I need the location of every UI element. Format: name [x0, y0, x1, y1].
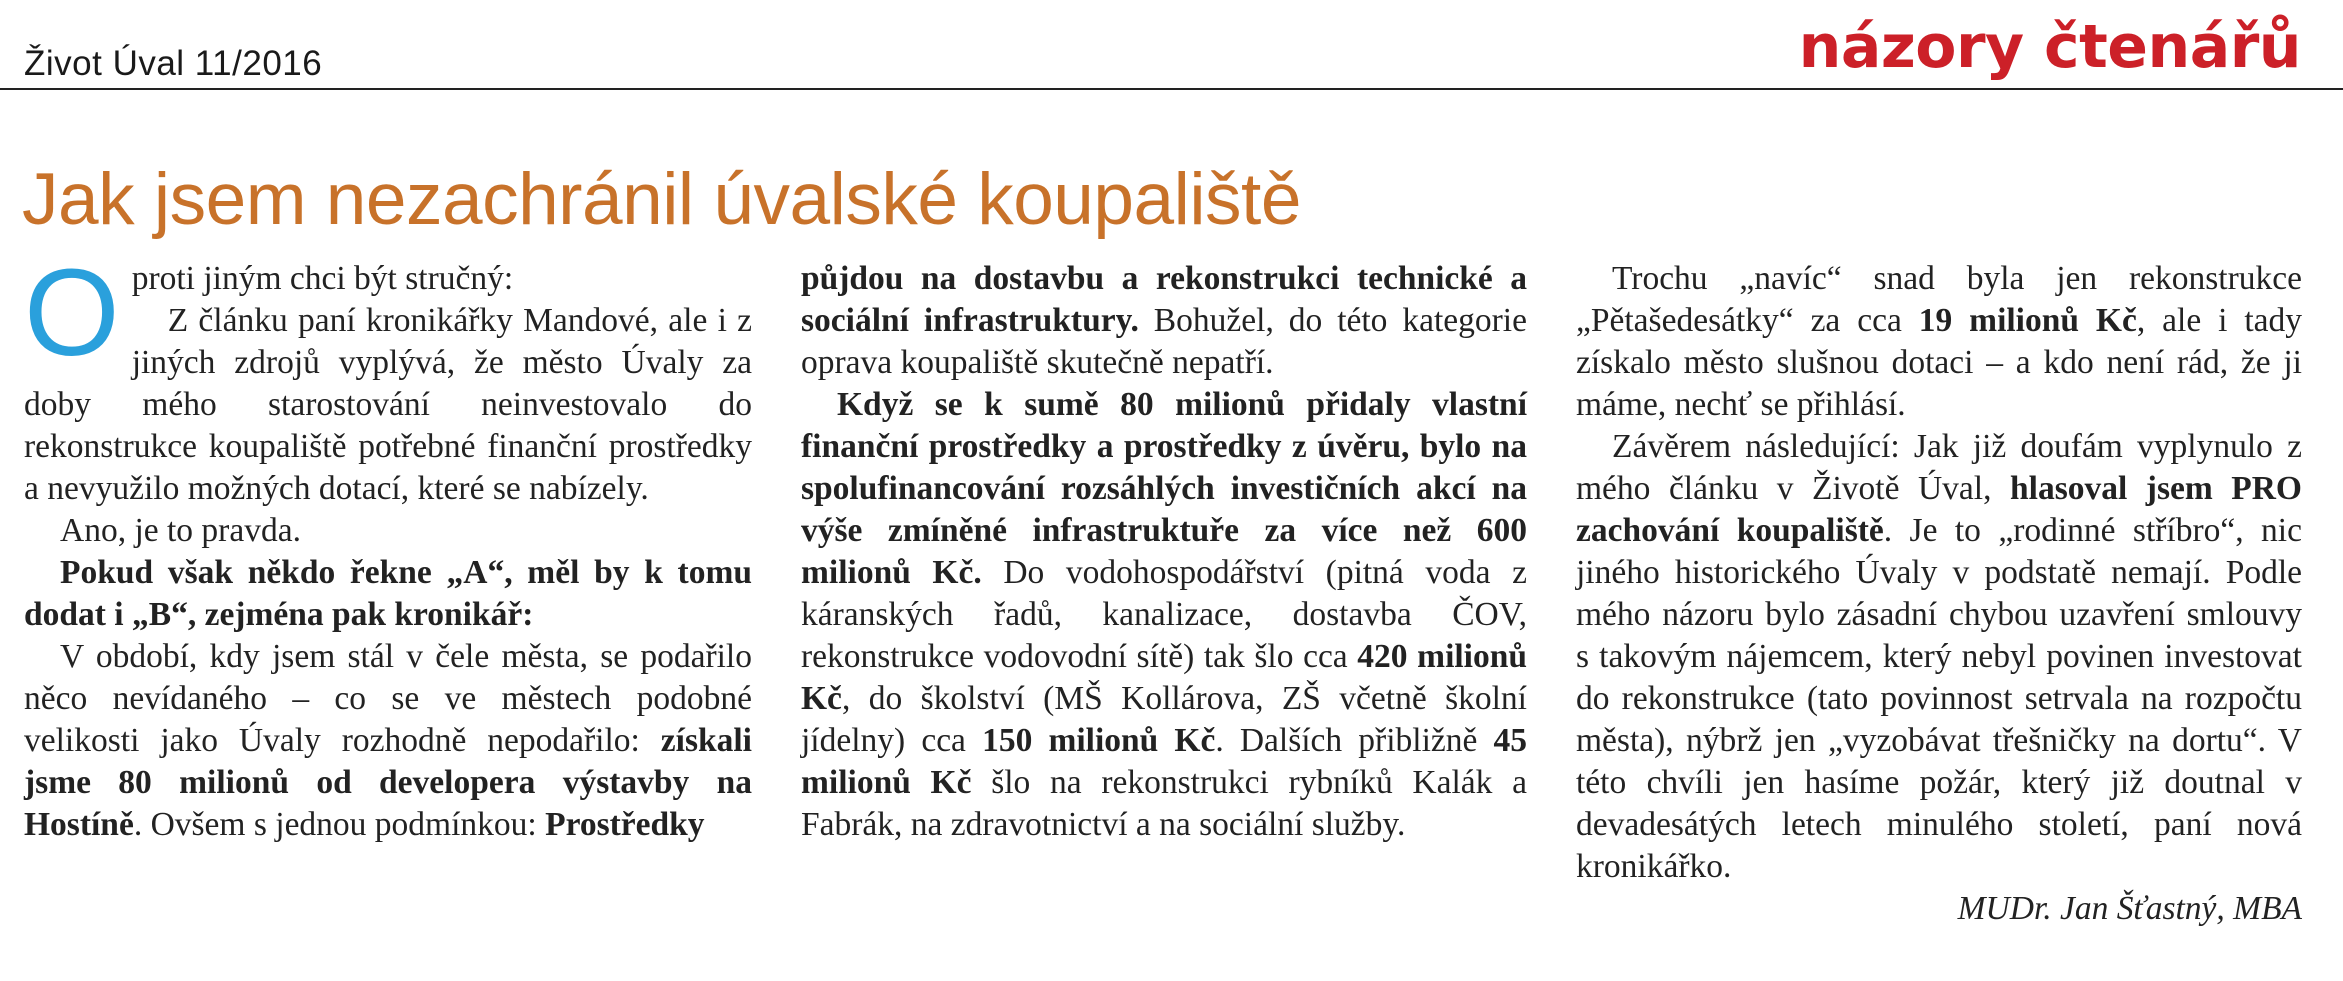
page-header — [0, 0, 2343, 90]
bold-text: 19 milionů Kč — [1918, 302, 2137, 339]
paragraph: Z článku paní kronikářky Mandové, ale i z jiných zdrojů vyplývá, že město Úvaly za doby mého starostování neinvestovalo do rekonstrukce koupaliště potřebné finanční prostředky a nevyužilo možných dotací, které se nabízely. — [24, 302, 752, 507]
drop-cap: O — [24, 245, 120, 382]
paragraph-text: šlo na rekonstrukci rybníků Kalák a Fabrák, na zdravotnictví a na sociální služby. — [801, 764, 1527, 843]
paragraph — [24, 552, 752, 636]
bold-text: získali jsme 80 milionů od developera výstavby na Hostíně — [24, 722, 752, 843]
paragraph-text: Trochu „navíc“ snad byla jen rekonstrukce „Pětašedesátky“ za cca — [1576, 260, 2302, 339]
bold-text: Pokud však někdo řekne „A“, měl by k tomu dodat i „B“, zejména pak kronikář: — [24, 554, 752, 633]
article-column-2 — [801, 258, 1527, 846]
paragraph: Ano, je to pravda. — [60, 512, 301, 549]
paragraph-text: . Dalších přibližně — [1215, 722, 1494, 759]
bold-text: půjdou na dostavbu a rekonstrukci technické a sociální infrastruktury. — [801, 260, 1527, 339]
paragraph-text: , ale i tady získalo město slušnou dotaci – a kdo není rád, že ji máme, nechť se přihlásí. — [1576, 302, 2303, 423]
paragraph — [1576, 426, 2302, 888]
bold-text: Prostředky — [545, 806, 705, 843]
paragraph-text: proti jiným chci být stručný: — [131, 260, 514, 297]
paragraph-text: , do školství (MŠ Kollárova, ZŠ včetně školní jídelny) cca — [801, 680, 1527, 759]
article-column-1 — [24, 245, 752, 846]
paragraph-text: V období, kdy jsem stál v čele města, se podařilo něco nevídaného – co se ve městech podobné velikosti jako Úvaly rozhodně nepodařilo: — [24, 638, 752, 759]
bold-text: hlasoval jsem PRO zachování koupaliště — [1576, 470, 2302, 549]
paragraph-text: Do vodohospodářství (pitná voda z káranských řadů, kanalizace, dostavba ČOV, rekonstrukce vodovodní sítě) tak šlo cca — [801, 554, 1527, 675]
paragraph — [24, 245, 752, 382]
paragraph — [801, 384, 1527, 846]
paragraph-text: Bohužel, do této kategorie oprava koupaliště skutečně nepatří. — [801, 302, 1527, 381]
paragraph-text: Závěrem následující: Jak již doufám vyplynulo z mého článku v Životě Úval, — [1576, 428, 2302, 507]
author-signature: MUDr. Jan Šťastný, MBA — [1957, 890, 2302, 927]
paragraph — [801, 258, 1527, 384]
paragraph-text: . Je to „rodinné stříbro“, nic jiného historického Úvaly v podstatě nemají. Podle mého názoru bylo zásadní chybou uzavření smlouvy s takovým nájemcem, který nebyl povinen investovat do rekonstrukce (tato povinnost setrvala na rozpočtu města), nýbrž jen „vyzobávat třešničky na dortu“. V této chvíli jen hasíme požár, který již doutnal v devadesátých letech minulého století, paní nová kronikářko. — [1576, 512, 2302, 885]
article-column-3 — [1576, 258, 2302, 930]
section-title: názory čtenářů — [1798, 12, 2301, 82]
bold-text: 420 milionů Kč — [801, 638, 1527, 717]
bold-text: 150 milionů Kč — [982, 722, 1216, 759]
paragraph — [1576, 258, 2302, 426]
paragraph — [24, 636, 752, 846]
article-title: Jak jsem nezachránil úvalské koupaliště — [22, 159, 1301, 240]
issue-label: Život Úval 11/2016 — [24, 44, 323, 83]
bold-text: Když se k sumě 80 milionů přidaly vlastní finanční prostředky a prostředky z úvěru, bylo na spolufinancování rozsáhlých investičních akcí na výše zmíněné infrastruktuře za více než 600 milionů Kč. — [801, 386, 1527, 591]
paragraph-text: . Ovšem s jednou podmínkou: — [133, 806, 546, 843]
bold-text: 45 milionů Kč — [801, 722, 1527, 801]
